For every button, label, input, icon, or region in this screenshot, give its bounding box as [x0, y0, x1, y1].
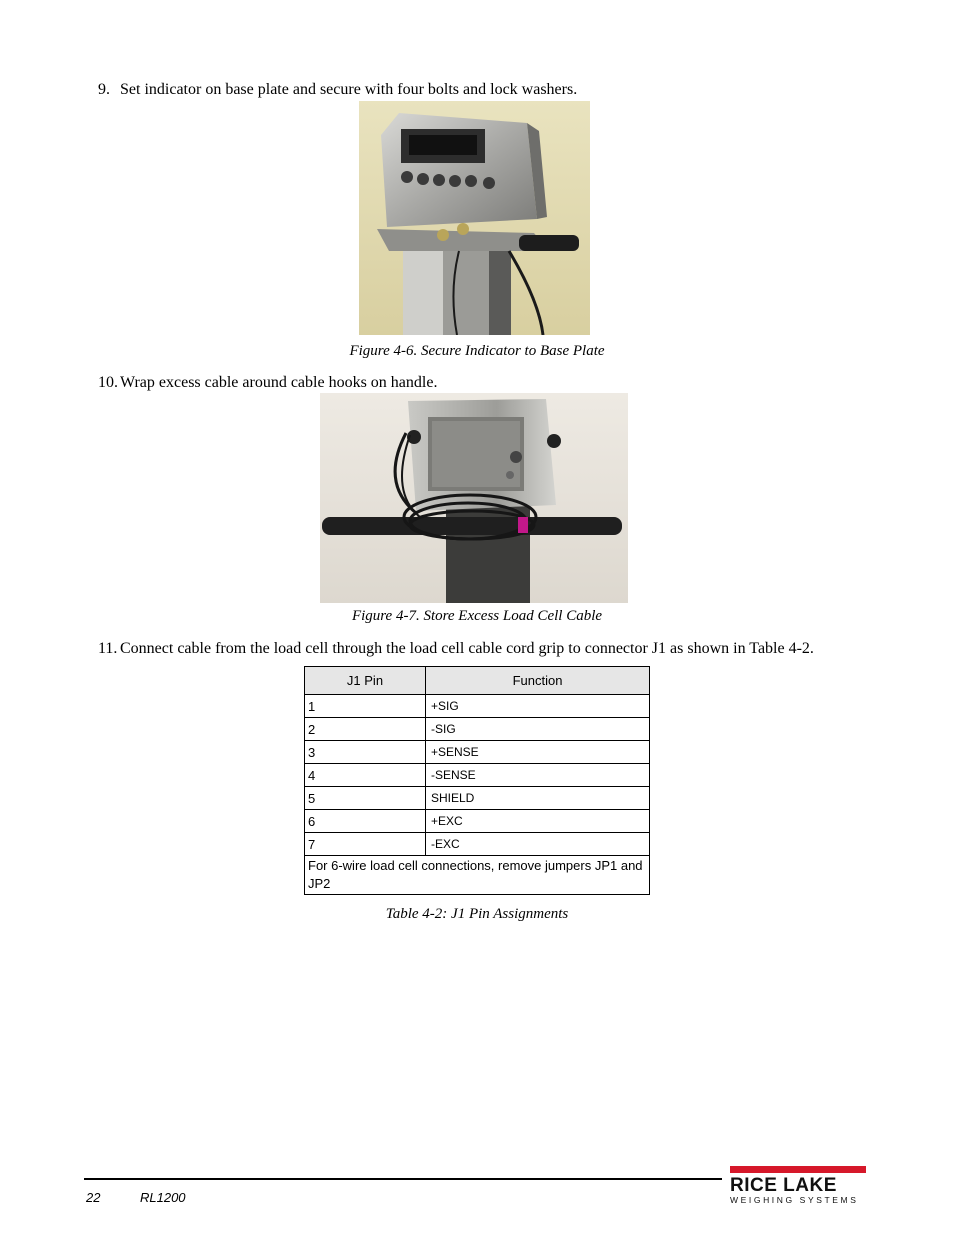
- table-header-row: [305, 667, 650, 695]
- j1-pin-table: [304, 666, 650, 895]
- figure-4-6-caption: Figure 4-6. Secure Indicator to Base Plate: [349, 343, 605, 359]
- figure-4-6-photo: [359, 101, 590, 335]
- pin-cell: 6: [305, 810, 426, 833]
- pin-cell: 3: [305, 741, 426, 764]
- figure-4-7-photo: [320, 393, 628, 603]
- step-number: 10.: [98, 374, 118, 391]
- table-row: [305, 718, 650, 741]
- function-cell: +SENSE: [426, 741, 650, 764]
- rice-lake-logo: [730, 1166, 866, 1214]
- step-text: Wrap excess cable around cable hooks on handle.: [120, 374, 438, 391]
- pin-cell: 7: [305, 833, 426, 856]
- pin-cell: 2: [305, 718, 426, 741]
- column-header-pin: J1 Pin: [305, 667, 426, 695]
- pin-cell: 5: [305, 787, 426, 810]
- figure-4-7-caption: Figure 4-7. Store Excess Load Cell Cable: [351, 608, 603, 624]
- table-row: [305, 833, 650, 856]
- step-number: 11.: [98, 640, 118, 657]
- step-11: [98, 639, 814, 659]
- function-cell: +SIG: [426, 695, 650, 718]
- table-row: [305, 787, 650, 810]
- logo-bar: [730, 1166, 866, 1173]
- page-number: 22: [86, 1190, 101, 1205]
- step-10: [98, 373, 437, 393]
- table-note: For 6-wire load cell connections, remove jumpers JP1 and JP2: [305, 856, 650, 895]
- footer-rule: [84, 1178, 722, 1180]
- function-cell: -SENSE: [426, 764, 650, 787]
- step-text: Connect cable from the load cell through the load cell cable cord grip to connector J1 as shown in Table 4-2.: [120, 640, 814, 657]
- logo-name: RICE LAKE: [730, 1175, 837, 1196]
- column-header-function: Function: [426, 667, 650, 695]
- logo-subtitle: WEIGHING SYSTEMS: [730, 1195, 859, 1205]
- table-row: [305, 810, 650, 833]
- step-number: 9.: [98, 81, 110, 98]
- function-cell: SHIELD: [426, 787, 650, 810]
- document-name: RL1200: [140, 1190, 186, 1205]
- pin-cell: 4: [305, 764, 426, 787]
- function-cell: +EXC: [426, 810, 650, 833]
- function-cell: -EXC: [426, 833, 650, 856]
- function-cell: -SIG: [426, 718, 650, 741]
- pin-cell: 1: [305, 695, 426, 718]
- table-row: [305, 741, 650, 764]
- table-row: [305, 695, 650, 718]
- step-text: Set indicator on base plate and secure with four bolts and lock washers.: [120, 81, 578, 98]
- table-note-row: [305, 856, 650, 895]
- table-row: [305, 764, 650, 787]
- table-4-2-caption: Table 4-2: J1 Pin Assignments: [385, 906, 569, 922]
- step-9: [98, 80, 577, 100]
